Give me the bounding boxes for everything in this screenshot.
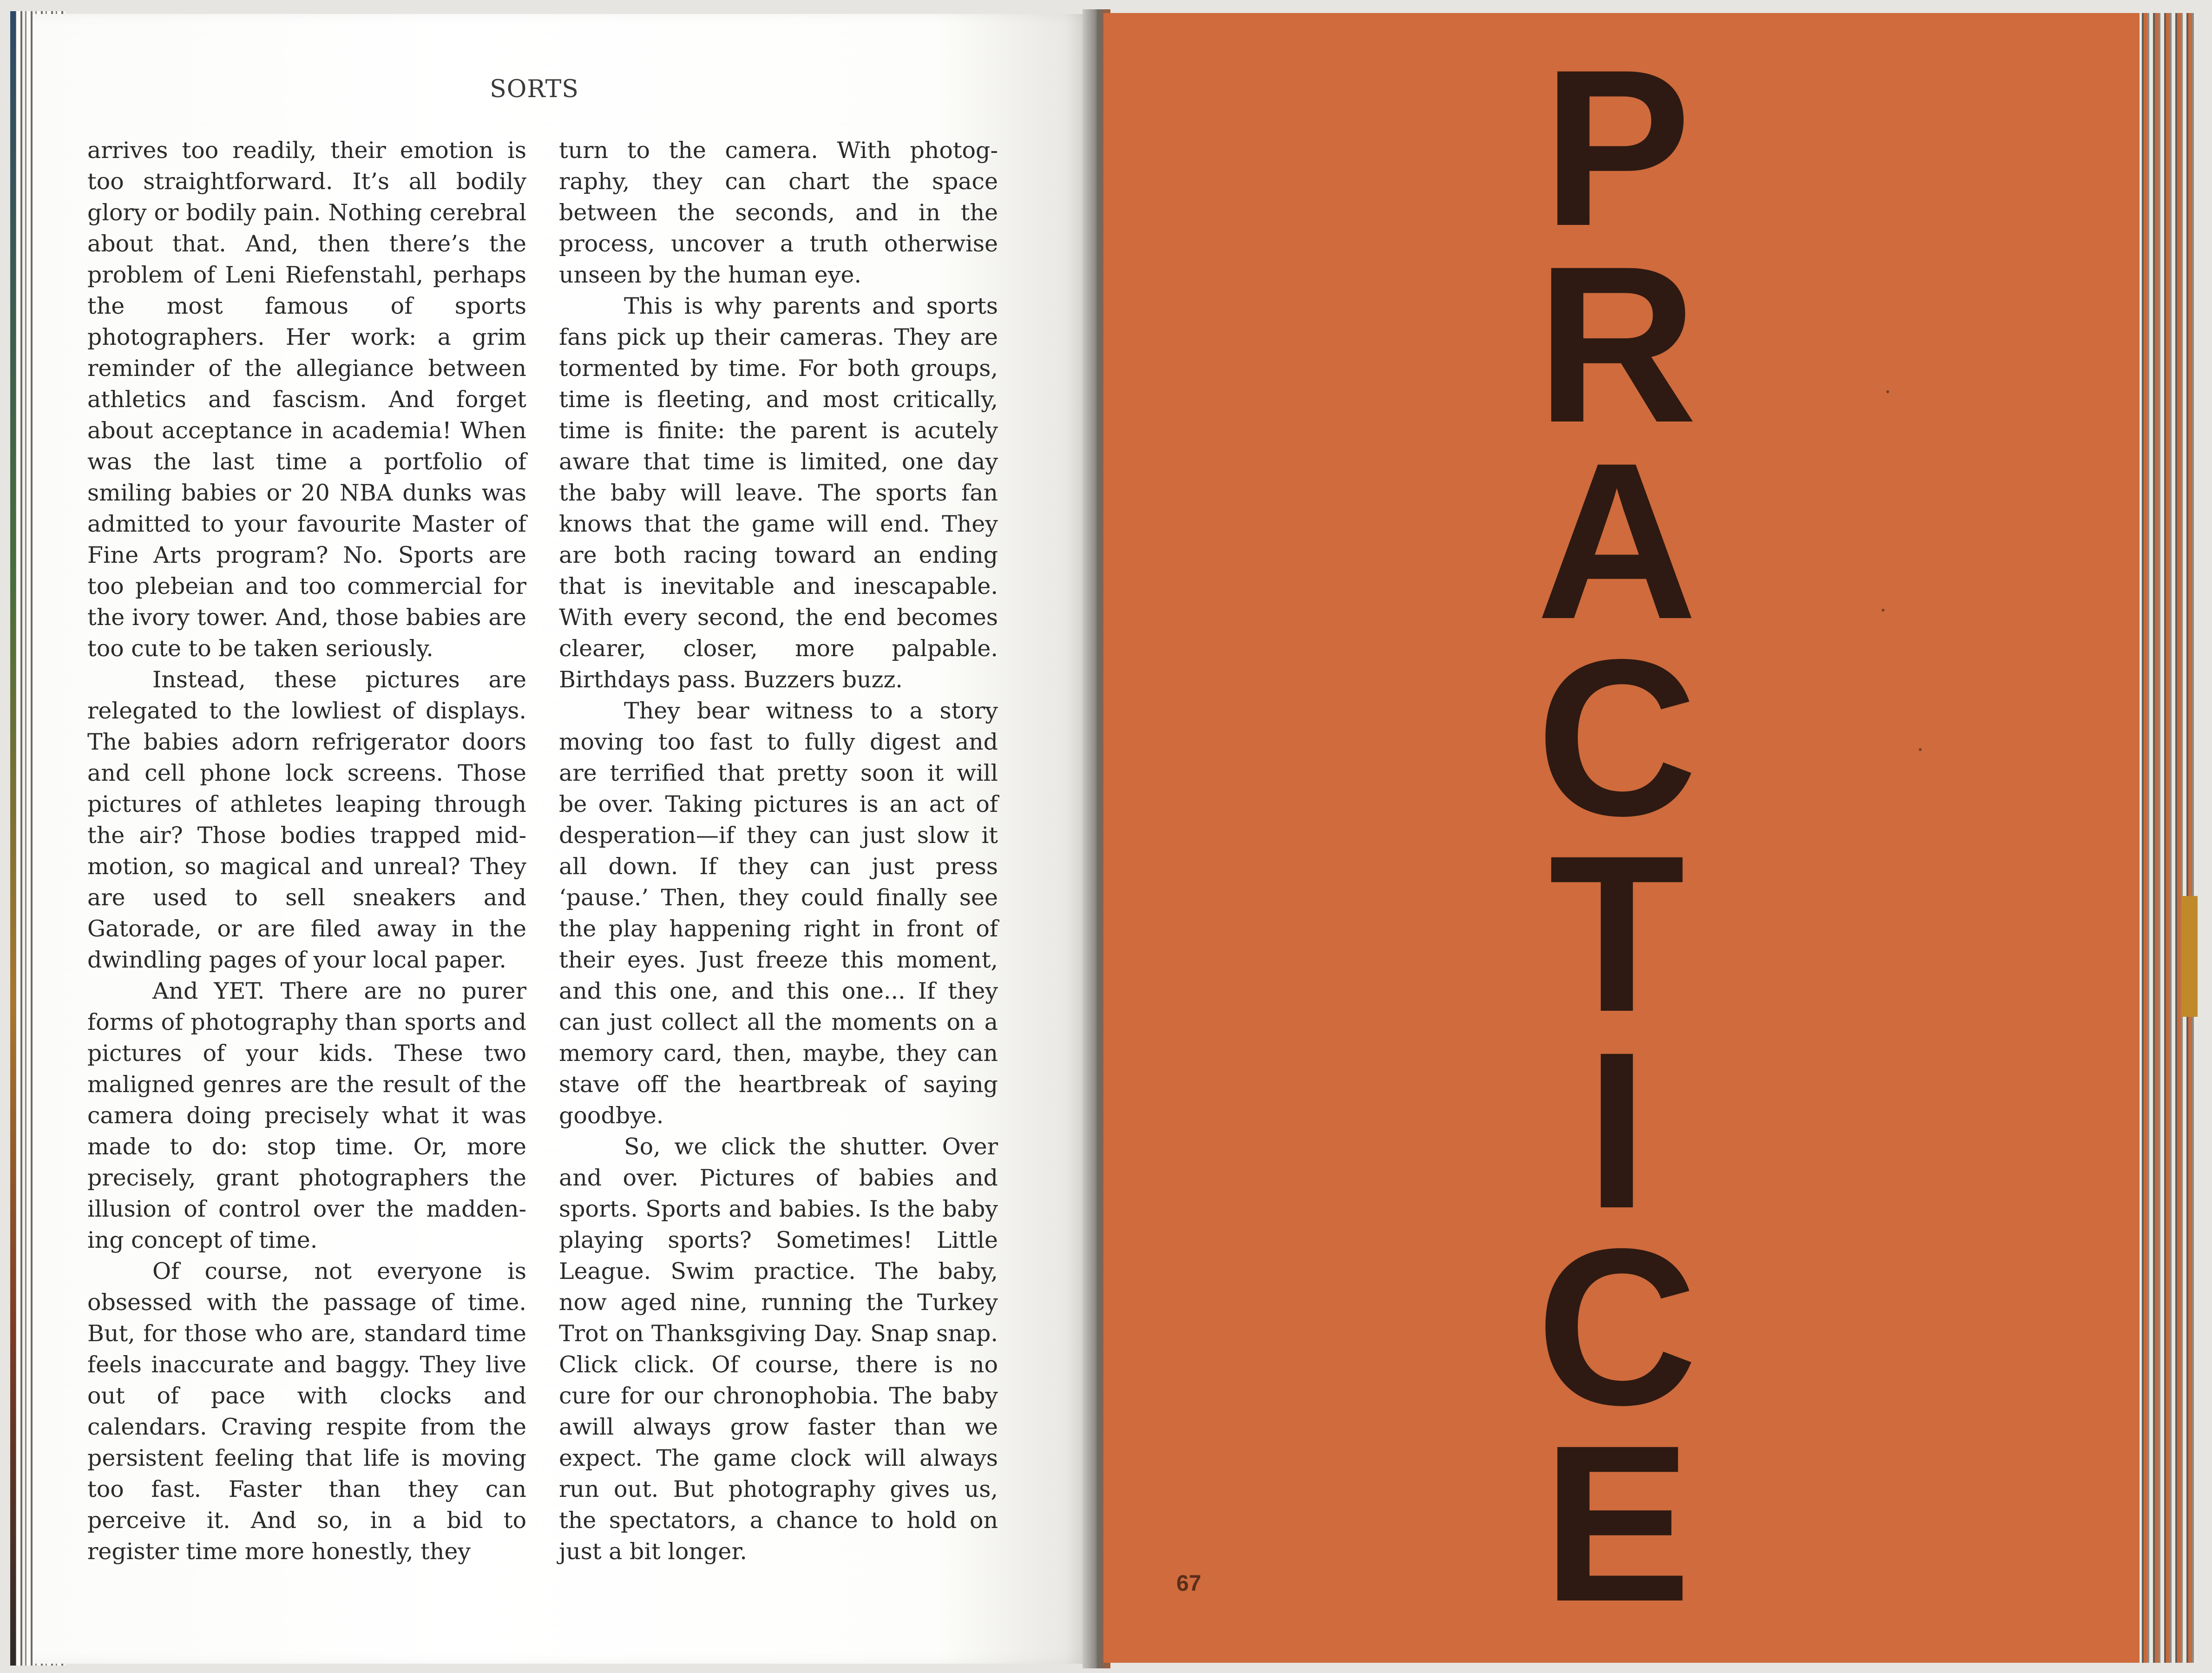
paper-speck bbox=[1886, 390, 1889, 393]
paper-speck bbox=[1882, 609, 1884, 612]
paragraph: Of course, not everyone is obsessed with the passage of time. But, for those who are, standard time feels inaccurate and baggy. They live out of pace with clocks and calendars. Craving respite from the persistent feeling that life is moving too fast. Faster than they can perceive it. And so, in a bid to register time more honestly, they bbox=[87, 1258, 526, 1565]
paragraph: This is why parents and sports fans pick up their cameras. They are tormented by time. For both groups, time is fleeting, and most critically, time is finite: the parent is acutely aware that time is limited, one day the baby will leave. The sports fan knows that the game will end. They are both racing toward an ending that is inevitable and inescapable. With every second, the end becomes clearer, closer, more palpable. Birthdays pass. Buzzers buzz. bbox=[559, 293, 998, 693]
text-column-right bbox=[559, 135, 998, 1567]
paragraph: turn to the camera. With photography, they can chart the space between the seconds, and in the process, uncover a truth otherwise unseen by the human eye. bbox=[559, 137, 998, 288]
title-letter: A bbox=[1536, 415, 1698, 665]
paragraph: They bear witness to a story moving too fast to fully digest and are terrified that pretty soon it will be over. Taking pictures is an act of desperation—if they can just slow it all down. If they can just press ‘pause.’ Then, they could finally see the play happening right in front of their eyes. Just freeze this moment, and this one, and this one... If they can just collect all the moments on a memory card, then, maybe, they can stave off the heartbreak of saying goodbye. bbox=[559, 698, 998, 1129]
paragraph: arrives too readily, their emotion is too straightforward. It’s all bodily glory or bodily pain. Nothing cerebral about that. And, then there’s the problem of Leni Riefenstahl, perhaps the most famous of sports photographers. Her work: a grim reminder of the allegiance between athletics and fascism. And forget about acceptance in academia! When was the last time a portfolio of smiling babies or 20 NBA dunks was admitted to your favourite Master of Fine Arts program? No. Sports are too plebeian and too commercial for the ivory tower. And, those babies are too cute to be taken seriously. bbox=[87, 137, 526, 662]
title-letter: C bbox=[1536, 1202, 1698, 1452]
title-letter: P bbox=[1542, 23, 1692, 272]
title-letter: I bbox=[1586, 1005, 1648, 1255]
title-letter: E bbox=[1542, 1398, 1692, 1648]
title-letter: C bbox=[1536, 612, 1698, 862]
paragraph: So, we click the shutter. Over and over. Pictures of babies and sports. Sports and babies. Is the baby playing sports? Sometimes! Little League. Swim practice. The baby, now aged nine, running the Turkey Trot on Thanksgiving Day. Snap snap. Click click. Of course, there is no cure for our chronophobia. The baby awill always grow faster than we expect. The game clock will always run out. But photography gives us, the spectators, a chance to hold on just a bit longer. bbox=[559, 1133, 998, 1565]
page-number: 67 bbox=[1176, 1571, 1201, 1596]
title-letter: R bbox=[1536, 219, 1698, 469]
text-column-left bbox=[87, 135, 526, 1567]
paper-speck bbox=[1919, 748, 1922, 751]
running-head: SORTS bbox=[490, 75, 579, 103]
right-page-edges bbox=[2133, 13, 2198, 1663]
paragraph: And YET. There are no purer forms of photography than sports and pictures of your kids. These two maligned genres are the result of the camera doing precisely what it was made to do: stop time. Or, more precisely, grant photographers the illusion of control over the maddening concept of time. bbox=[87, 978, 526, 1253]
title-letter: T bbox=[1549, 809, 1685, 1059]
paragraph: Instead, these pictures are relegated to the lowliest of displays. The babies adorn refrigerator doors and cell phone lock screens. Those pictures of athletes leaping through the air? Those bodies trapped mid-motion, so magical and unreal? They are used to sell sneakers and Gatorade, or are filed away in the dwindling pages of your local paper. bbox=[87, 666, 526, 973]
vertical-title-practice bbox=[1524, 23, 1710, 1648]
